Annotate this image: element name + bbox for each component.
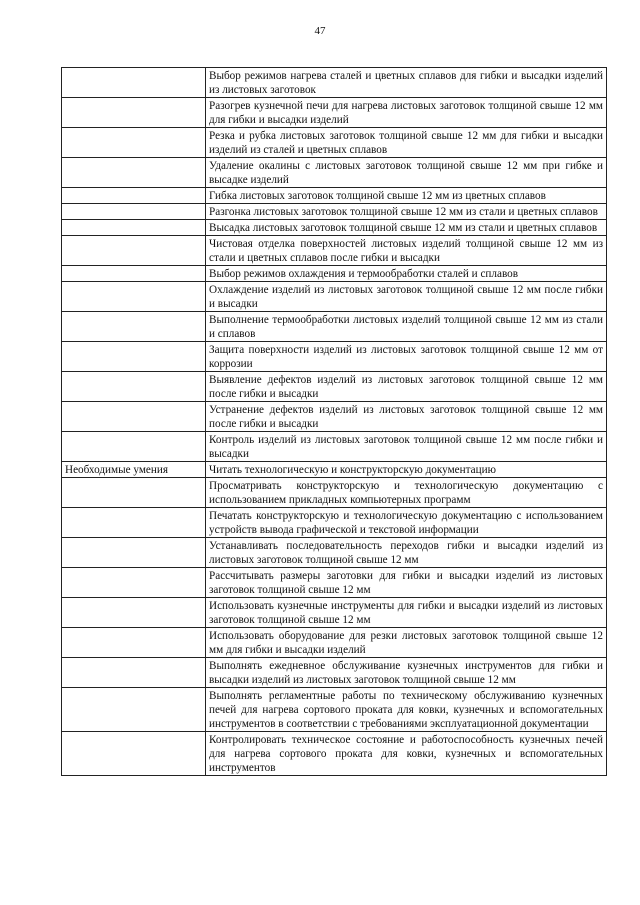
section-title-cell-empty (62, 128, 206, 158)
page-number: 47 (314, 25, 326, 37)
requirement-cell: Резка и рубка листовых заготовок толщиной свыше 12 мм для гибки и высадки изделий из сталей и цветных сплавов (206, 128, 607, 158)
section-title-cell-empty (62, 568, 206, 598)
table-row (62, 658, 607, 688)
section-title-cell-empty (62, 220, 206, 236)
table-row (62, 158, 607, 188)
table-row (62, 188, 607, 204)
section-title-cell-empty (62, 688, 206, 732)
table-row (62, 508, 607, 538)
section-title-cell-empty (62, 628, 206, 658)
section-title-cell-empty (62, 658, 206, 688)
table-row (62, 568, 607, 598)
requirement-cell: Устанавливать последовательность переходов гибки и высадки изделий из листовых заготовок толщиной свыше 12 мм (206, 538, 607, 568)
table-row (62, 462, 607, 478)
section-title: Необходимые умения (62, 462, 206, 478)
table-row (62, 236, 607, 266)
section-title-cell-empty (62, 204, 206, 220)
requirement-cell: Выполнять ежедневное обслуживание кузнечных инструментов для гибки и высадки изделий из листовых заготовок толщиной свыше 12 мм (206, 658, 607, 688)
section-title-cell-empty (62, 266, 206, 282)
requirements-table-body (62, 68, 607, 776)
requirement-cell: Рассчитывать размеры заготовки для гибки и высадки изделий из листовых заготовок толщиной свыше 12 мм (206, 568, 607, 598)
table-row (62, 312, 607, 342)
table-row (62, 688, 607, 732)
table-row (62, 128, 607, 158)
requirement-cell: Выполнение термообработки листовых изделий толщиной свыше 12 мм из стали и сплавов (206, 312, 607, 342)
table-row (62, 282, 607, 312)
table-row (62, 372, 607, 402)
requirement-cell: Выполнять регламентные работы по техническому обслуживанию кузнечных печей для нагрева сортового проката для ковки, кузнечных и вспомогательных инструментов в соответствии с требованиями эксплуатационной документации (206, 688, 607, 732)
requirement-cell: Использовать кузнечные инструменты для гибки и высадки изделий из листовых заготовок толщиной свыше 12 мм (206, 598, 607, 628)
table-row (62, 98, 607, 128)
section-title-cell-empty (62, 432, 206, 462)
section-title-cell-empty (62, 158, 206, 188)
section-title-cell-empty (62, 372, 206, 402)
section-title-cell-empty (62, 282, 206, 312)
section-title-cell-empty (62, 732, 206, 776)
requirement-cell: Печатать конструкторскую и технологическую документацию с использованием устройств вывода графической и текстовой информации (206, 508, 607, 538)
requirement-cell: Охлаждение изделий из листовых заготовок толщиной свыше 12 мм после гибки и высадки (206, 282, 607, 312)
requirement-cell: Гибка листовых заготовок толщиной свыше 12 мм из цветных сплавов (206, 188, 607, 204)
table-row (62, 204, 607, 220)
requirements-table (61, 67, 607, 776)
requirement-cell: Устранение дефектов изделий из листовых заготовок толщиной свыше 12 мм после гибки и высадки (206, 402, 607, 432)
requirement-cell: Выбор режимов нагрева сталей и цветных сплавов для гибки и высадки изделий из листовых заготовок (206, 68, 607, 98)
section-title-cell-empty (62, 312, 206, 342)
requirement-cell: Разгонка листовых заготовок толщиной свыше 12 мм из стали и цветных сплавов (206, 204, 607, 220)
table-row (62, 342, 607, 372)
section-title-cell-empty (62, 188, 206, 204)
section-title-cell-empty (62, 236, 206, 266)
table-row (62, 402, 607, 432)
requirement-cell: Выявление дефектов изделий из листовых заготовок толщиной свыше 12 мм после гибки и высадки (206, 372, 607, 402)
table-row (62, 598, 607, 628)
requirement-cell: Читать технологическую и конструкторскую документацию (206, 462, 607, 478)
requirement-cell: Просматривать конструкторскую и технологическую документацию с использованием прикладных компьютерных программ (206, 478, 607, 508)
requirement-cell: Высадка листовых заготовок толщиной свыше 12 мм из стали и цветных сплавов (206, 220, 607, 236)
table-row (62, 732, 607, 776)
section-title-cell-empty (62, 98, 206, 128)
table-row (62, 628, 607, 658)
requirement-cell: Защита поверхности изделий из листовых заготовок толщиной свыше 12 мм от коррозии (206, 342, 607, 372)
section-title-cell-empty (62, 478, 206, 508)
table-row (62, 432, 607, 462)
table-row (62, 538, 607, 568)
section-title-cell-empty (62, 508, 206, 538)
section-title-cell-empty (62, 598, 206, 628)
requirement-cell: Разогрев кузнечной печи для нагрева листовых заготовок толщиной свыше 12 мм для гибки и высадки изделий (206, 98, 607, 128)
requirement-cell: Выбор режимов охлаждения и термообработки сталей и сплавов (206, 266, 607, 282)
section-title-cell-empty (62, 342, 206, 372)
section-title-cell-empty (62, 538, 206, 568)
table-row (62, 220, 607, 236)
table-row (62, 478, 607, 508)
requirement-cell: Использовать оборудование для резки листовых заготовок толщиной свыше 12 мм для гибки и высадки изделий (206, 628, 607, 658)
requirement-cell: Контроль изделий из листовых заготовок толщиной свыше 12 мм после гибки и высадки (206, 432, 607, 462)
table-row (62, 68, 607, 98)
requirement-cell: Удаление окалины с листовых заготовок толщиной свыше 12 мм при гибке и высадке изделий (206, 158, 607, 188)
requirement-cell: Чистовая отделка поверхностей листовых изделий толщиной свыше 12 мм из стали и цветных сплавов после гибки и высадки (206, 236, 607, 266)
section-title (62, 68, 206, 98)
requirement-cell: Контролировать техническое состояние и работоспособность кузнечных печей для нагрева сортового проката для ковки, кузнечных и вспомогательных инструментов (206, 732, 607, 776)
table-row (62, 266, 607, 282)
section-title-cell-empty (62, 402, 206, 432)
